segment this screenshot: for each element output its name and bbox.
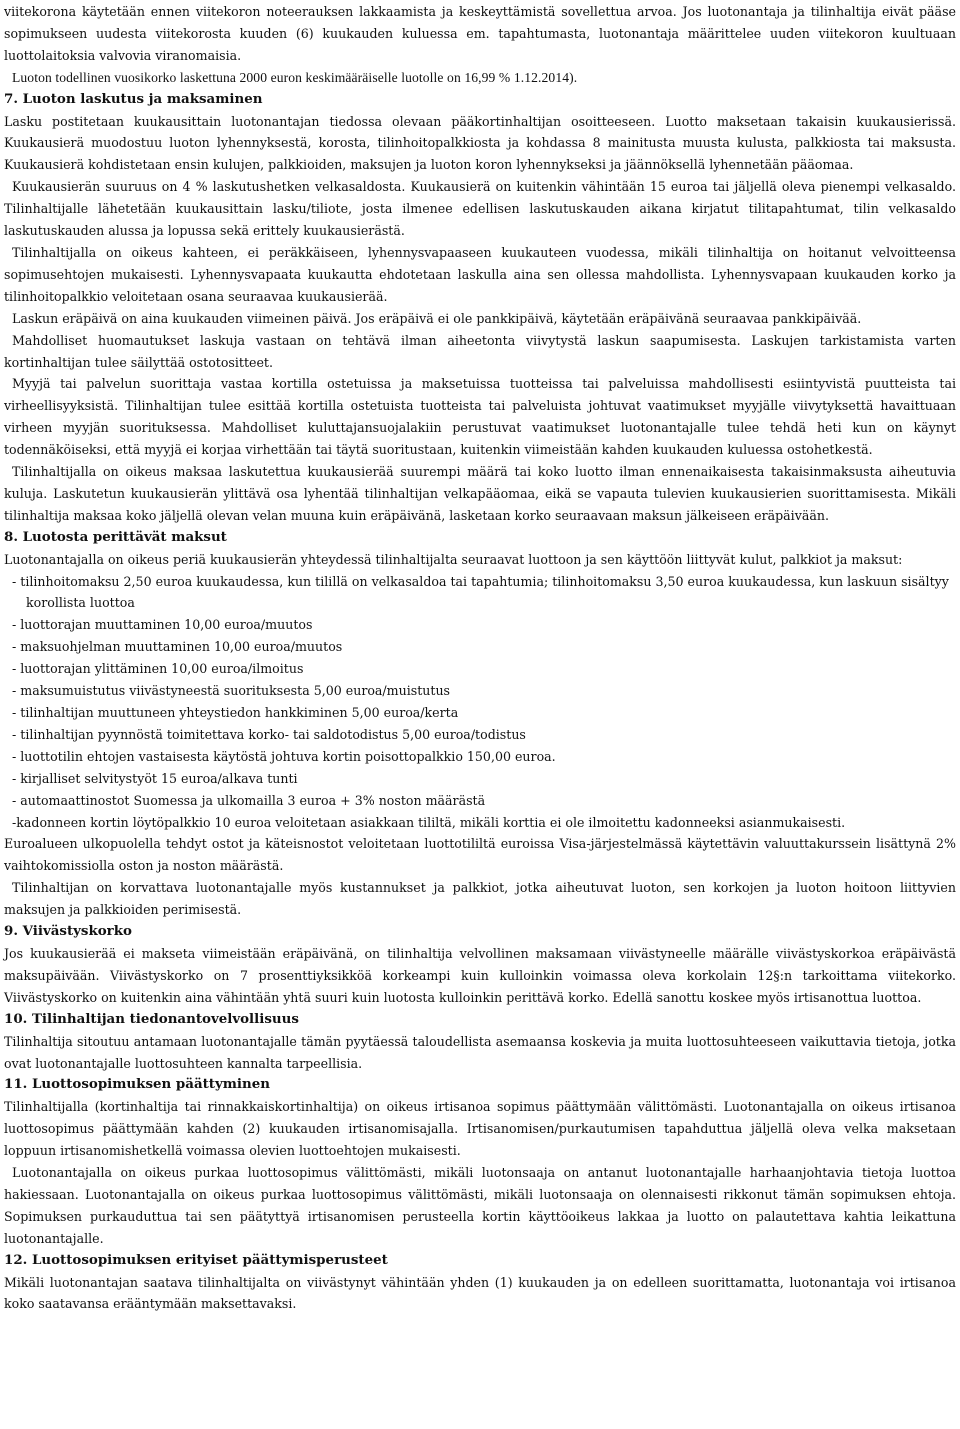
section-9-heading: 9. Viivästyskorko [4,923,132,940]
section-7-paragraph-1: Lasku postitetaan kuukausittain luotonantajan tiedossa olevaan pääkortinhaltijan osoitteeseen. Luotto maksetaan takaisin kuukausierissä. Kuukausierä muodostuu luoton lyhennyksestä, korosta, tilinhoitopalkkiosta ja kohdassa 8 mainitusta muusta kulusta, palkkiosta tai maksusta. Kuukausierä kohdistetaan ensin kulujen, palkkioiden, maksujen ja luoton koron lyhennykseksi ja jäännöksellä lyhennetään pääomaa. [4,113,956,173]
section-7-heading: 7. Luoton laskutus ja maksaminen [4,90,263,107]
section-11-paragraph-2: Luotonantajalla on oikeus purkaa luottosopimus välittömästi, mikäli luotonsaaja on antanut luotonantajalle harhaanjohtavia tietoja luottoa hakiessaan. Luotonantajalla on oikeus purkaa luottosopimus välittömästi, mikäli luotonsaaja on olennaisesti rikkonut tämän sopimuksen ehtoja. Sopimuksen purkauduttua tai sen päätyttyä irtisanomisen perusteella kortin käyttöoikeus lakkaa ja luotto on palautettava kahtia leikattuna luotonantajalle. [4,1165,956,1246]
section-7-paragraph-5: Mahdolliset huomautukset laskuja vastaan on tehtävä ilman aiheetonta viivytystä laskun saapumisesta. Laskujen tarkistamista varten kortinhaltijan tulee säilyttää ostotositteet. [4,332,956,370]
fee-list-item: - luottorajan ylittäminen 10,00 euroa/ilmoitus [12,661,304,677]
fee-list-item: - tilinhaltijan muuttuneen yhteystiedon hankkiminen 5,00 euroa/kerta [12,705,459,720]
section-7-paragraph-3: Tilinhaltijalla on oikeus kahteen, ei peräkkäiseen, lyhennysvapaaseen kuukauteen vuodessa, mikäli tilinhaltija on hoitanut velvoitteensa sopimusehtojen mukaisesti. Lyhennysvapaata kuukautta ehdotetaan laskulla aina sen ollessa mahdollista. Lyhennysvapaan kuukauden korko ja tilinhoitopalkkio veloitetaan osana seuraavaa kuukausierää. [4,244,956,304]
fee-list-item: - tilinhaltijan pyynnöstä toimitettava korko- tai saldotodistus 5,00 euroa/todistus [12,726,526,742]
section-9-paragraph-1: Jos kuukausierää ei makseta viimeistään eräpäivänä, on tilinhaltija velvollinen maksamaan viivästyneelle määrälle viivästyskorkoa eräpäivästä maksupäivään. Viivästyskorko on 7 prosenttiyksikköä korkeampi kuin kulloinkin voimassa oleva korkolain 12§:n tarkoittama viitekorko. Viivästyskorko on kuitenkin aina vähintään yhtä suuri kuin luotosta kulloinkin perittävä korko. Edellä sanottu koskee myös irtisanottua luottoa. [4,945,956,1005]
section-11-heading: 11. Luottosopimuksen päättyminen [4,1076,271,1093]
fee-list-item: - kirjalliset selvitystyöt 15 euroa/alkava tunti [12,770,298,786]
section-10-heading: 10. Tilinhaltijan tiedonantovelvollisuus [4,1010,299,1027]
section-12 [4,1250,956,1316]
section-10-paragraph-1: Tilinhaltija sitoutuu antamaan luotonantajalle tämän pyytäessä taloudellista asemaansa koskevia ja muita luottosuhteeseen vaikuttavia tietoja, jotka ovat luotonantajalle luottosuhteen kannalta tarpeellisia. [4,1033,956,1071]
section-11 [4,1074,956,1249]
section-11-paragraph-1: Tilinhaltijalla (kortinhaltija tai rinnakkaiskortinhaltija) on oikeus irtisanoa sopimus päättymään välittömästi. Luotonantajalla on oikeus irtisanoa luottosopimus päättymään kahden (2) kuukauden irtisanomisajalla. Irtisanomisen/purkautumisen tapahduttua jäljellä oleva velka maksetaan loppuun irtisanomishetkellä voimassa olevien luottoehtojen mukaisesti. [4,1099,956,1159]
section-12-paragraph-1: Mikäli luotonantajan saatava tilinhaltijalta on viivästynyt vähintään yhden (1) kuukauden ja on edelleen suorittamatta, luotonantaja voi irtisanoa koko saatavansa erääntymään maksettavaksi. [4,1274,956,1312]
fee-list-item: - luottorajan muuttaminen 10,00 euroa/muutos [12,617,313,633]
section-8 [4,527,956,921]
paragraph-reference-rate: viitekorona käytetään ennen viitekoron noteerauksen lakkaamista ja keskeyttämistä sovellettua arvoa. Jos luotonantaja ja tilinhaltija eivät pääse sopimukseen uudesta viitekorosta kuuden (6) kuukauden kuluessa em. tapahtumasta, luotonantaja määrittelee uuden viitekoron kuultuaan luottolaitoksia valvovia viranomaisia. [4,4,956,63]
section-8-heading: 8. Luotosta perittävät maksut [4,528,227,545]
fee-list-item: - maksumuistutus viivästyneestä suorituksesta 5,00 euroa/muistutus [12,683,451,699]
fee-list-item: - maksuohjelman muuttaminen 10,00 euroa/muutos [12,639,343,655]
section-9 [4,921,956,1009]
section-10 [4,1009,956,1075]
section-7-paragraph-2: Kuukausierän suuruus on 4 % laskutushetken velkasaldosta. Kuukausierä on kuitenkin vähintään 15 euroa tai jäljellä oleva pienempi velkasaldo. Tilinhaltijalle lähetetään kuukausittain lasku/tiliote, josta ilmenee edellisen laskutuskauden aikana kirjatut tilitapahtumat, tilin velkasaldo laskutuskauden alussa ja lopussa sekä erittely kuukausierästä. [4,179,956,239]
fee-list-item: -kadonneen kortin löytöpalkkio 10 euroa veloitetaan asiakkaan tililtä, mikäli korttia ei ole ilmoitettu kadonneeksi asianmukaisesti. [12,814,846,830]
fee-list-item: - automaattinostot Suomessa ja ulkomailla 3 euroa + 3% noston määrästä [12,792,486,808]
section-8-paragraph-2: Tilinhaltijan on korvattava luotonantajalle myös kustannukset ja palkkiot, jotka aiheutuvat luoton, sen korkojen ja luoton hoitoon liittyvien maksujen ja palkkioiden perimisestä. [4,880,956,918]
section-7-paragraph-7: Tilinhaltijalla on oikeus maksaa laskutettua kuukausierää suurempi määrä tai koko luotto ilman ennenaikaisesta takaisinmaksusta aiheutuvia kuluja. Laskutetun kuukausierän ylittävä osa lyhentää tilinhaltijan velkapääomaa, eikä se vapauta tulevien kuukausierien suorittamisesta. Mikäli tilinhaltija maksaa koko jäljellä olevan velan muuna kuin eräpäivänä, lasketaan korko seuraavaan maksun jälkeiseen eräpäivään. [4,464,956,523]
section-7 [4,89,956,527]
fee-list-item: - tilinhoitomaksu 2,50 euroa kuukaudessa, kun tilillä on velkasaldoa tai tapahtumia; tilinhoitomaksu 3,50 euroa kuukaudessa, kun laskuun sisältyy korollista luottoa [12,573,949,611]
section-8-paragraph-1: Euroalueen ulkopuolella tehdyt ostot ja käteisnostot veloitetaan luottotililtä euroissa Visa-järjestelmässä käytettävin valuuttakurssein lisättynä 2% vaihtokomissiolla oston ja noston määrästä. [4,836,956,874]
section-7-paragraph-4: Laskun eräpäivä on aina kuukauden viimeinen päivä. Jos eräpäivä ei ole pankkipäivä, käytetään eräpäivänä seuraavaa pankkipäivää. [12,310,862,326]
section-7-paragraph-6: Myyjä tai palvelun suorittaja vastaa kortilla ostetuissa ja maksetuissa tuotteissa tai palveluissa mahdollisesti esiintyvistä puutteista tai virheellisyyksistä. Tilinhaltijan tulee esittää kortilla ostetuista tuotteista tai palveluista johtuvat vaatimukset myyjälle viivytyksettä havaittuaan virheen myyjän suorituksessa. Mahdolliset kuluttajansuojalakiin perustuvat vaatimukset luotonantajalle tulee tehdä heti kun on käynyt todennäköiseksi, että myyjä ei korjaa virhettään tai täytä suoritustaan, kuitenkin viimeistään kahden kuukauden kuluessa ostohetkestä. [4,376,956,458]
fee-list [4,571,956,834]
section-12-heading: 12. Luottosopimuksen erityiset päättymisperusteet [4,1251,388,1268]
paragraph-effective-annual-rate: Luoton todellinen vuosikorko laskettuna 2000 euron keskimääräiselle luotolle on 16,99 % 1.12.2014). [12,69,578,85]
fee-list-item: - luottotilin ehtojen vastaisesta käytöstä johtuva kortin poisottopalkkio 150,00 euroa. [12,748,556,764]
section-8-intro: Luotonantajalla on oikeus periä kuukausierän yhteydessä tilinhaltijalta seuraavat luottoon ja sen käyttöön liittyvät kulut, palkkiot ja maksut: [4,551,903,567]
